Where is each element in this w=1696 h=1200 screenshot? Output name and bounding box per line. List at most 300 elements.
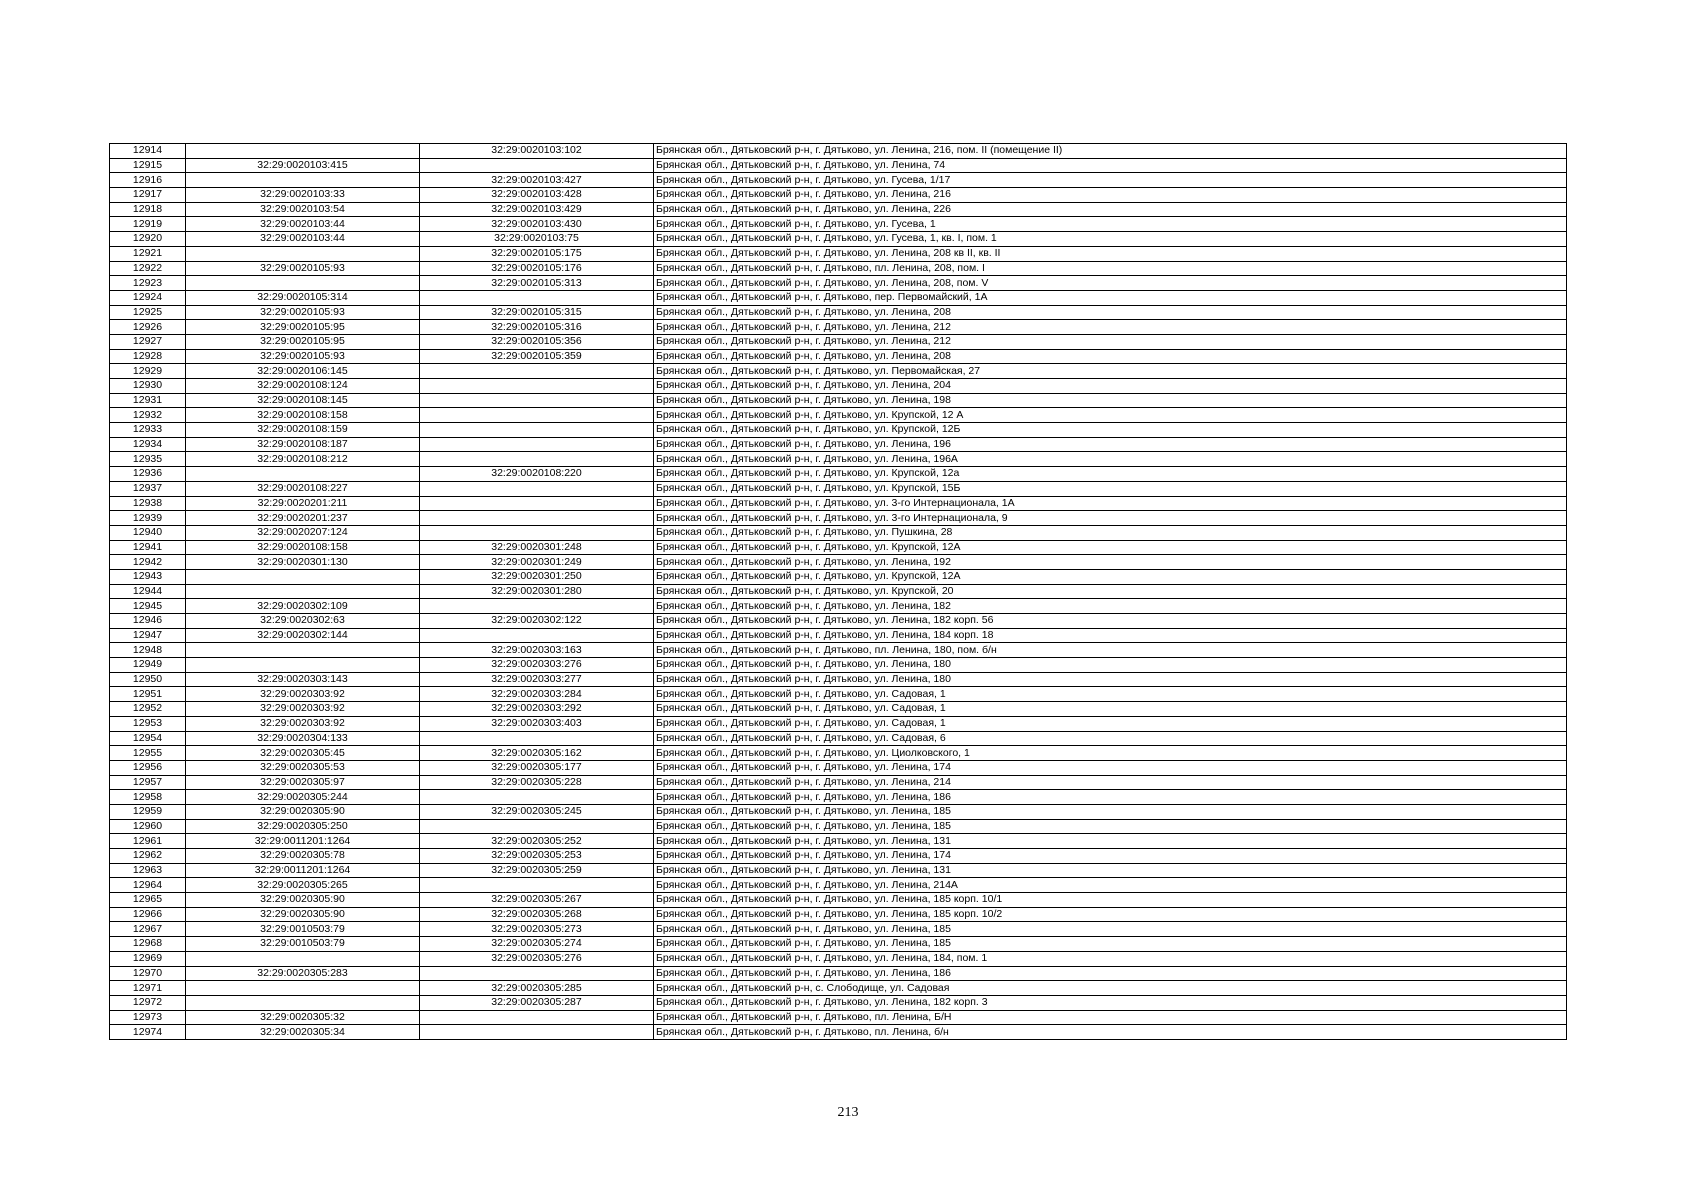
new-cadastral-number-cell [420, 599, 654, 614]
table-row [110, 995, 1567, 1010]
row-number-cell: 12933 [110, 423, 186, 438]
address-cell: Брянская обл., Дятьковский р-н, г. Дятьково, ул. Ленина, 196 [654, 437, 1567, 452]
address-cell: Брянская обл., Дятьковский р-н, г. Дятьково, ул. Пушкина, 28 [654, 525, 1567, 540]
address-cell: Брянская обл., Дятьковский р-н, г. Дятьково, ул. Гусева, 1, кв. I, пом. 1 [654, 232, 1567, 247]
row-number-cell: 12931 [110, 393, 186, 408]
table-row [110, 804, 1567, 819]
table-row [110, 775, 1567, 790]
old-cadastral-number-cell: 32:29:0020302:63 [186, 614, 420, 629]
address-cell: Брянская обл., Дятьковский р-н, г. Дятьково, ул. Ленина, 186 [654, 790, 1567, 805]
table-row [110, 746, 1567, 761]
old-cadastral-number-cell: 32:29:0020305:32 [186, 1010, 420, 1025]
old-cadastral-number-cell: 32:29:0010503:79 [186, 922, 420, 937]
table-row [110, 687, 1567, 702]
old-cadastral-number-cell: 32:29:0020108:158 [186, 408, 420, 423]
table-row [110, 246, 1567, 261]
row-number-cell: 12974 [110, 1025, 186, 1040]
address-cell: Брянская обл., Дятьковский р-н, г. Дятьково, ул. Ленина, 185 корп. 10/2 [654, 907, 1567, 922]
address-cell: Брянская обл., Дятьковский р-н, г. Дятьково, ул. Ленина, 216 [654, 188, 1567, 203]
table-row [110, 481, 1567, 496]
new-cadastral-number-cell: 32:29:0020105:315 [420, 305, 654, 320]
table-row [110, 658, 1567, 673]
address-cell: Брянская обл., Дятьковский р-н, г. Дятьково, ул. Ленина, 180 [654, 672, 1567, 687]
new-cadastral-number-cell [420, 393, 654, 408]
table-row [110, 334, 1567, 349]
address-cell: Брянская обл., Дятьковский р-н, г. Дятьково, пер. Первомайский, 1А [654, 290, 1567, 305]
old-cadastral-number-cell [186, 584, 420, 599]
row-number-cell: 12921 [110, 246, 186, 261]
old-cadastral-number-cell: 32:29:0020201:211 [186, 496, 420, 511]
old-cadastral-number-cell: 32:29:0010503:79 [186, 937, 420, 952]
new-cadastral-number-cell [420, 731, 654, 746]
table-row [110, 907, 1567, 922]
row-number-cell: 12927 [110, 334, 186, 349]
address-cell: Брянская обл., Дятьковский р-н, г. Дятьково, ул. Ленина, 204 [654, 379, 1567, 394]
old-cadastral-number-cell: 32:29:0020108:187 [186, 437, 420, 452]
old-cadastral-number-cell [186, 144, 420, 159]
old-cadastral-number-cell: 32:29:0020103:54 [186, 202, 420, 217]
table-row [110, 937, 1567, 952]
address-cell: Брянская обл., Дятьковский р-н, г. Дятьково, ул. Ленина, 226 [654, 202, 1567, 217]
old-cadastral-number-cell: 32:29:0020305:90 [186, 804, 420, 819]
address-cell: Брянская обл., Дятьковский р-н, г. Дятьково, ул. Ленина, 214А [654, 878, 1567, 893]
row-number-cell: 12916 [110, 173, 186, 188]
new-cadastral-number-cell: 32:29:0020305:177 [420, 760, 654, 775]
old-cadastral-number-cell: 32:29:0020305:265 [186, 878, 420, 893]
old-cadastral-number-cell: 32:29:0020303:143 [186, 672, 420, 687]
table-row [110, 614, 1567, 629]
table-row [110, 966, 1567, 981]
table-row [110, 540, 1567, 555]
row-number-cell: 12944 [110, 584, 186, 599]
new-cadastral-number-cell: 32:29:0020303:284 [420, 687, 654, 702]
row-number-cell: 12932 [110, 408, 186, 423]
address-cell: Брянская обл., Дятьковский р-н, г. Дятьково, пл. Ленина, 208, пом. I [654, 261, 1567, 276]
address-cell: Брянская обл., Дятьковский р-н, г. Дятьково, ул. Ленина, 208 [654, 305, 1567, 320]
address-cell: Брянская обл., Дятьковский р-н, г. Дятьково, ул. Крупской, 12а [654, 467, 1567, 482]
row-number-cell: 12972 [110, 995, 186, 1010]
address-cell: Брянская обл., Дятьковский р-н, г. Дятьково, ул. Циолковского, 1 [654, 746, 1567, 761]
old-cadastral-number-cell [186, 643, 420, 658]
old-cadastral-number-cell: 32:29:0020305:53 [186, 760, 420, 775]
old-cadastral-number-cell: 32:29:0020305:97 [186, 775, 420, 790]
table-row [110, 158, 1567, 173]
address-cell: Брянская обл., Дятьковский р-н, г. Дятьково, ул. Ленина, 212 [654, 320, 1567, 335]
row-number-cell: 12920 [110, 232, 186, 247]
row-number-cell: 12956 [110, 760, 186, 775]
table-row [110, 599, 1567, 614]
address-cell: Брянская обл., Дятьковский р-н, г. Дятьково, пл. Ленина, б/н [654, 1025, 1567, 1040]
new-cadastral-number-cell [420, 379, 654, 394]
address-cell: Брянская обл., Дятьковский р-н, г. Дятьково, ул. Первомайская, 27 [654, 364, 1567, 379]
old-cadastral-number-cell [186, 276, 420, 291]
row-number-cell: 12914 [110, 144, 186, 159]
address-cell: Брянская обл., Дятьковский р-н, г. Дятьково, ул. Крупской, 12 А [654, 408, 1567, 423]
new-cadastral-number-cell: 32:29:0020103:429 [420, 202, 654, 217]
new-cadastral-number-cell: 32:29:0020103:427 [420, 173, 654, 188]
row-number-cell: 12962 [110, 849, 186, 864]
address-cell: Брянская обл., Дятьковский р-н, г. Дятьково, ул. Ленина, 131 [654, 863, 1567, 878]
old-cadastral-number-cell: 32:29:0020305:250 [186, 819, 420, 834]
table-row [110, 981, 1567, 996]
old-cadastral-number-cell: 32:29:0020305:283 [186, 966, 420, 981]
row-number-cell: 12943 [110, 569, 186, 584]
table-row [110, 863, 1567, 878]
table-row [110, 173, 1567, 188]
table-row [110, 276, 1567, 291]
old-cadastral-number-cell: 32:29:0020207:124 [186, 525, 420, 540]
new-cadastral-number-cell: 32:29:0020103:430 [420, 217, 654, 232]
table-row [110, 202, 1567, 217]
address-cell: Брянская обл., Дятьковский р-н, г. Дятьково, ул. Ленина, 182 корп. 56 [654, 614, 1567, 629]
row-number-cell: 12940 [110, 525, 186, 540]
row-number-cell: 12947 [110, 628, 186, 643]
table-row [110, 393, 1567, 408]
table-row [110, 305, 1567, 320]
row-number-cell: 12948 [110, 643, 186, 658]
old-cadastral-number-cell: 32:29:0020302:109 [186, 599, 420, 614]
address-cell: Брянская обл., Дятьковский р-н, г. Дятьково, ул. Ленина, 74 [654, 158, 1567, 173]
new-cadastral-number-cell: 32:29:0020103:102 [420, 144, 654, 159]
table-row [110, 437, 1567, 452]
new-cadastral-number-cell [420, 966, 654, 981]
new-cadastral-number-cell: 32:29:0020105:313 [420, 276, 654, 291]
row-number-cell: 12926 [110, 320, 186, 335]
address-cell: Брянская обл., Дятьковский р-н, г. Дятьково, ул. Крупской, 12Б [654, 423, 1567, 438]
new-cadastral-number-cell [420, 511, 654, 526]
row-number-cell: 12936 [110, 467, 186, 482]
row-number-cell: 12950 [110, 672, 186, 687]
old-cadastral-number-cell: 32:29:0020301:130 [186, 555, 420, 570]
address-cell: Брянская обл., Дятьковский р-н, с. Слободище, ул. Садовая [654, 981, 1567, 996]
new-cadastral-number-cell: 32:29:0020108:220 [420, 467, 654, 482]
old-cadastral-number-cell: 32:29:0020305:45 [186, 746, 420, 761]
address-cell: Брянская обл., Дятьковский р-н, г. Дятьково, ул. Ленина, 192 [654, 555, 1567, 570]
old-cadastral-number-cell [186, 569, 420, 584]
row-number-cell: 12952 [110, 702, 186, 717]
address-cell: Брянская обл., Дятьковский р-н, г. Дятьково, ул. Крупской, 15Б [654, 481, 1567, 496]
table-row [110, 716, 1567, 731]
row-number-cell: 12918 [110, 202, 186, 217]
old-cadastral-number-cell: 32:29:0020302:144 [186, 628, 420, 643]
new-cadastral-number-cell: 32:29:0020305:276 [420, 951, 654, 966]
row-number-cell: 12968 [110, 937, 186, 952]
old-cadastral-number-cell: 32:29:0020108:227 [186, 481, 420, 496]
address-cell: Брянская обл., Дятьковский р-н, г. Дятьково, ул. 3-го Интернационала, 9 [654, 511, 1567, 526]
row-number-cell: 12953 [110, 716, 186, 731]
old-cadastral-number-cell: 32:29:0020305:244 [186, 790, 420, 805]
new-cadastral-number-cell: 32:29:0020305:267 [420, 893, 654, 908]
old-cadastral-number-cell: 32:29:0020303:92 [186, 687, 420, 702]
row-number-cell: 12957 [110, 775, 186, 790]
old-cadastral-number-cell [186, 951, 420, 966]
row-number-cell: 12946 [110, 614, 186, 629]
table-row [110, 760, 1567, 775]
table-row [110, 525, 1567, 540]
row-number-cell: 12915 [110, 158, 186, 173]
table-row [110, 702, 1567, 717]
row-number-cell: 12970 [110, 966, 186, 981]
new-cadastral-number-cell: 32:29:0020105:356 [420, 334, 654, 349]
new-cadastral-number-cell: 32:29:0020305:259 [420, 863, 654, 878]
row-number-cell: 12923 [110, 276, 186, 291]
address-cell: Брянская обл., Дятьковский р-н, г. Дятьково, ул. Садовая, 1 [654, 687, 1567, 702]
address-cell: Брянская обл., Дятьковский р-н, г. Дятьково, ул. Ленина, 184 корп. 18 [654, 628, 1567, 643]
old-cadastral-number-cell: 32:29:0020108:212 [186, 452, 420, 467]
address-cell: Брянская обл., Дятьковский р-н, г. Дятьково, ул. Крупской, 12А [654, 540, 1567, 555]
new-cadastral-number-cell [420, 158, 654, 173]
new-cadastral-number-cell: 32:29:0020305:245 [420, 804, 654, 819]
table-row [110, 819, 1567, 834]
old-cadastral-number-cell: 32:29:0020201:237 [186, 511, 420, 526]
old-cadastral-number-cell [186, 981, 420, 996]
new-cadastral-number-cell [420, 452, 654, 467]
new-cadastral-number-cell: 32:29:0020105:176 [420, 261, 654, 276]
row-number-cell: 12928 [110, 349, 186, 364]
table-row [110, 951, 1567, 966]
old-cadastral-number-cell: 32:29:0020303:92 [186, 716, 420, 731]
table-row [110, 643, 1567, 658]
address-cell: Брянская обл., Дятьковский р-н, г. Дятьково, ул. Ленина, 216, пом. II (помещение II) [654, 144, 1567, 159]
table-row [110, 408, 1567, 423]
new-cadastral-number-cell [420, 496, 654, 511]
new-cadastral-number-cell: 32:29:0020105:316 [420, 320, 654, 335]
old-cadastral-number-cell: 32:29:0020105:93 [186, 349, 420, 364]
table-row [110, 452, 1567, 467]
old-cadastral-number-cell: 32:29:0011201:1264 [186, 834, 420, 849]
row-number-cell: 12960 [110, 819, 186, 834]
row-number-cell: 12937 [110, 481, 186, 496]
table-row [110, 893, 1567, 908]
new-cadastral-number-cell [420, 819, 654, 834]
old-cadastral-number-cell: 32:29:0020103:44 [186, 217, 420, 232]
new-cadastral-number-cell [420, 1010, 654, 1025]
new-cadastral-number-cell: 32:29:0020305:274 [420, 937, 654, 952]
old-cadastral-number-cell: 32:29:0020105:93 [186, 261, 420, 276]
row-number-cell: 12959 [110, 804, 186, 819]
old-cadastral-number-cell: 32:29:0020105:314 [186, 290, 420, 305]
new-cadastral-number-cell: 32:29:0020305:252 [420, 834, 654, 849]
page-number: 213 [837, 1105, 859, 1120]
new-cadastral-number-cell: 32:29:0020303:403 [420, 716, 654, 731]
row-number-cell: 12935 [110, 452, 186, 467]
new-cadastral-number-cell: 32:29:0020301:248 [420, 540, 654, 555]
new-cadastral-number-cell: 32:29:0020301:250 [420, 569, 654, 584]
address-cell: Брянская обл., Дятьковский р-н, г. Дятьково, ул. Крупской, 12А [654, 569, 1567, 584]
address-cell: Брянская обл., Дятьковский р-н, г. Дятьково, ул. Садовая, 6 [654, 731, 1567, 746]
row-number-cell: 12949 [110, 658, 186, 673]
new-cadastral-number-cell: 32:29:0020105:359 [420, 349, 654, 364]
table-row [110, 467, 1567, 482]
table-row [110, 1025, 1567, 1040]
table-row [110, 878, 1567, 893]
table-row [110, 511, 1567, 526]
old-cadastral-number-cell: 32:29:0020305:90 [186, 893, 420, 908]
address-cell: Брянская обл., Дятьковский р-н, г. Дятьково, ул. Ленина, 196А [654, 452, 1567, 467]
row-number-cell: 12961 [110, 834, 186, 849]
row-number-cell: 12966 [110, 907, 186, 922]
address-cell: Брянская обл., Дятьковский р-н, г. Дятьково, ул. Ленина, 185 [654, 937, 1567, 952]
old-cadastral-number-cell: 32:29:0020105:95 [186, 334, 420, 349]
address-cell: Брянская обл., Дятьковский р-н, г. Дятьково, ул. Ленина, 208 [654, 349, 1567, 364]
old-cadastral-number-cell: 32:29:0020305:78 [186, 849, 420, 864]
old-cadastral-number-cell: 32:29:0020105:95 [186, 320, 420, 335]
table-row [110, 672, 1567, 687]
table-row [110, 834, 1567, 849]
row-number-cell: 12964 [110, 878, 186, 893]
new-cadastral-number-cell [420, 481, 654, 496]
new-cadastral-number-cell [420, 364, 654, 379]
new-cadastral-number-cell: 32:29:0020305:228 [420, 775, 654, 790]
row-number-cell: 12917 [110, 188, 186, 203]
row-number-cell: 12963 [110, 863, 186, 878]
address-cell: Брянская обл., Дятьковский р-н, г. Дятьково, ул. Гусева, 1/17 [654, 173, 1567, 188]
table-row [110, 584, 1567, 599]
new-cadastral-number-cell: 32:29:0020303:163 [420, 643, 654, 658]
row-number-cell: 12967 [110, 922, 186, 937]
old-cadastral-number-cell: 32:29:0020305:34 [186, 1025, 420, 1040]
table-row [110, 1010, 1567, 1025]
new-cadastral-number-cell: 32:29:0020301:280 [420, 584, 654, 599]
new-cadastral-number-cell: 32:29:0020305:285 [420, 981, 654, 996]
row-number-cell: 12929 [110, 364, 186, 379]
new-cadastral-number-cell [420, 525, 654, 540]
table-row [110, 379, 1567, 394]
table-body [110, 144, 1567, 1040]
old-cadastral-number-cell: 32:29:0020103:415 [186, 158, 420, 173]
row-number-cell: 12942 [110, 555, 186, 570]
address-cell: Брянская обл., Дятьковский р-н, г. Дятьково, ул. Ленина, 186 [654, 966, 1567, 981]
row-number-cell: 12954 [110, 731, 186, 746]
row-number-cell: 12919 [110, 217, 186, 232]
old-cadastral-number-cell: 32:29:0020103:33 [186, 188, 420, 203]
old-cadastral-number-cell [186, 246, 420, 261]
new-cadastral-number-cell: 32:29:0020103:428 [420, 188, 654, 203]
table-row [110, 349, 1567, 364]
address-cell: Брянская обл., Дятьковский р-н, г. Дятьково, ул. 3-го Интернационала, 1А [654, 496, 1567, 511]
old-cadastral-number-cell [186, 995, 420, 1010]
address-cell: Брянская обл., Дятьковский р-н, г. Дятьково, ул. Ленина, 182 [654, 599, 1567, 614]
new-cadastral-number-cell: 32:29:0020305:268 [420, 907, 654, 922]
table-row [110, 790, 1567, 805]
old-cadastral-number-cell [186, 467, 420, 482]
old-cadastral-number-cell [186, 173, 420, 188]
table-row [110, 144, 1567, 159]
address-cell: Брянская обл., Дятьковский р-н, г. Дятьково, ул. Ленина, 185 [654, 819, 1567, 834]
new-cadastral-number-cell: 32:29:0020305:273 [420, 922, 654, 937]
table-row [110, 217, 1567, 232]
cadastral-table [109, 143, 1567, 1040]
old-cadastral-number-cell: 32:29:0020106:145 [186, 364, 420, 379]
address-cell: Брянская обл., Дятьковский р-н, г. Дятьково, ул. Садовая, 1 [654, 716, 1567, 731]
table-row [110, 232, 1567, 247]
new-cadastral-number-cell: 32:29:0020301:249 [420, 555, 654, 570]
old-cadastral-number-cell: 32:29:0020103:44 [186, 232, 420, 247]
new-cadastral-number-cell: 32:29:0020305:287 [420, 995, 654, 1010]
new-cadastral-number-cell: 32:29:0020305:253 [420, 849, 654, 864]
row-number-cell: 12945 [110, 599, 186, 614]
address-cell: Брянская обл., Дятьковский р-н, г. Дятьково, ул. Крупской, 20 [654, 584, 1567, 599]
address-cell: Брянская обл., Дятьковский р-н, г. Дятьково, ул. Ленина, 212 [654, 334, 1567, 349]
table-row [110, 261, 1567, 276]
table-row [110, 496, 1567, 511]
row-number-cell: 12938 [110, 496, 186, 511]
new-cadastral-number-cell: 32:29:0020302:122 [420, 614, 654, 629]
old-cadastral-number-cell: 32:29:0020108:158 [186, 540, 420, 555]
table-row [110, 555, 1567, 570]
new-cadastral-number-cell: 32:29:0020303:292 [420, 702, 654, 717]
address-cell: Брянская обл., Дятьковский р-н, г. Дятьково, ул. Ленина, 174 [654, 760, 1567, 775]
new-cadastral-number-cell [420, 628, 654, 643]
address-cell: Брянская обл., Дятьковский р-н, г. Дятьково, ул. Ленина, 184, пом. 1 [654, 951, 1567, 966]
address-cell: Брянская обл., Дятьковский р-н, г. Дятьково, ул. Садовая, 1 [654, 702, 1567, 717]
table-row [110, 569, 1567, 584]
old-cadastral-number-cell [186, 658, 420, 673]
table-row [110, 320, 1567, 335]
new-cadastral-number-cell [420, 878, 654, 893]
row-number-cell: 12925 [110, 305, 186, 320]
address-cell: Брянская обл., Дятьковский р-н, г. Дятьково, ул. Ленина, 182 корп. 3 [654, 995, 1567, 1010]
new-cadastral-number-cell: 32:29:0020303:276 [420, 658, 654, 673]
new-cadastral-number-cell [420, 1025, 654, 1040]
new-cadastral-number-cell [420, 790, 654, 805]
old-cadastral-number-cell: 32:29:0020304:133 [186, 731, 420, 746]
address-cell: Брянская обл., Дятьковский р-н, г. Дятьково, ул. Ленина, 180 [654, 658, 1567, 673]
address-cell: Брянская обл., Дятьковский р-н, г. Дятьково, ул. Гусева, 1 [654, 217, 1567, 232]
row-number-cell: 12965 [110, 893, 186, 908]
table-row [110, 849, 1567, 864]
table-row [110, 628, 1567, 643]
address-cell: Брянская обл., Дятьковский р-н, г. Дятьково, ул. Ленина, 208 кв II, кв. II [654, 246, 1567, 261]
new-cadastral-number-cell [420, 290, 654, 305]
table-row [110, 188, 1567, 203]
address-cell: Брянская обл., Дятьковский р-н, г. Дятьково, ул. Ленина, 185 [654, 804, 1567, 819]
new-cadastral-number-cell [420, 408, 654, 423]
table-row [110, 364, 1567, 379]
old-cadastral-number-cell: 32:29:0020108:145 [186, 393, 420, 408]
row-number-cell: 12971 [110, 981, 186, 996]
old-cadastral-number-cell: 32:29:0011201:1264 [186, 863, 420, 878]
new-cadastral-number-cell: 32:29:0020105:175 [420, 246, 654, 261]
row-number-cell: 12955 [110, 746, 186, 761]
old-cadastral-number-cell: 32:29:0020108:159 [186, 423, 420, 438]
row-number-cell: 12951 [110, 687, 186, 702]
new-cadastral-number-cell: 32:29:0020303:277 [420, 672, 654, 687]
address-cell: Брянская обл., Дятьковский р-н, г. Дятьково, ул. Ленина, 185 [654, 922, 1567, 937]
table-row [110, 290, 1567, 305]
row-number-cell: 12958 [110, 790, 186, 805]
row-number-cell: 12973 [110, 1010, 186, 1025]
table-row [110, 423, 1567, 438]
table-row [110, 731, 1567, 746]
row-number-cell: 12969 [110, 951, 186, 966]
old-cadastral-number-cell: 32:29:0020303:92 [186, 702, 420, 717]
new-cadastral-number-cell: 32:29:0020305:162 [420, 746, 654, 761]
new-cadastral-number-cell [420, 423, 654, 438]
row-number-cell: 12939 [110, 511, 186, 526]
address-cell: Брянская обл., Дятьковский р-н, г. Дятьково, ул. Ленина, 214 [654, 775, 1567, 790]
row-number-cell: 12930 [110, 379, 186, 394]
row-number-cell: 12924 [110, 290, 186, 305]
address-cell: Брянская обл., Дятьковский р-н, г. Дятьково, пл. Ленина, 180, пом. б/н [654, 643, 1567, 658]
row-number-cell: 12934 [110, 437, 186, 452]
row-number-cell: 12922 [110, 261, 186, 276]
old-cadastral-number-cell: 32:29:0020105:93 [186, 305, 420, 320]
address-cell: Брянская обл., Дятьковский р-н, г. Дятьково, пл. Ленина, Б/Н [654, 1010, 1567, 1025]
address-cell: Брянская обл., Дятьковский р-н, г. Дятьково, ул. Ленина, 131 [654, 834, 1567, 849]
new-cadastral-number-cell [420, 437, 654, 452]
old-cadastral-number-cell: 32:29:0020108:124 [186, 379, 420, 394]
